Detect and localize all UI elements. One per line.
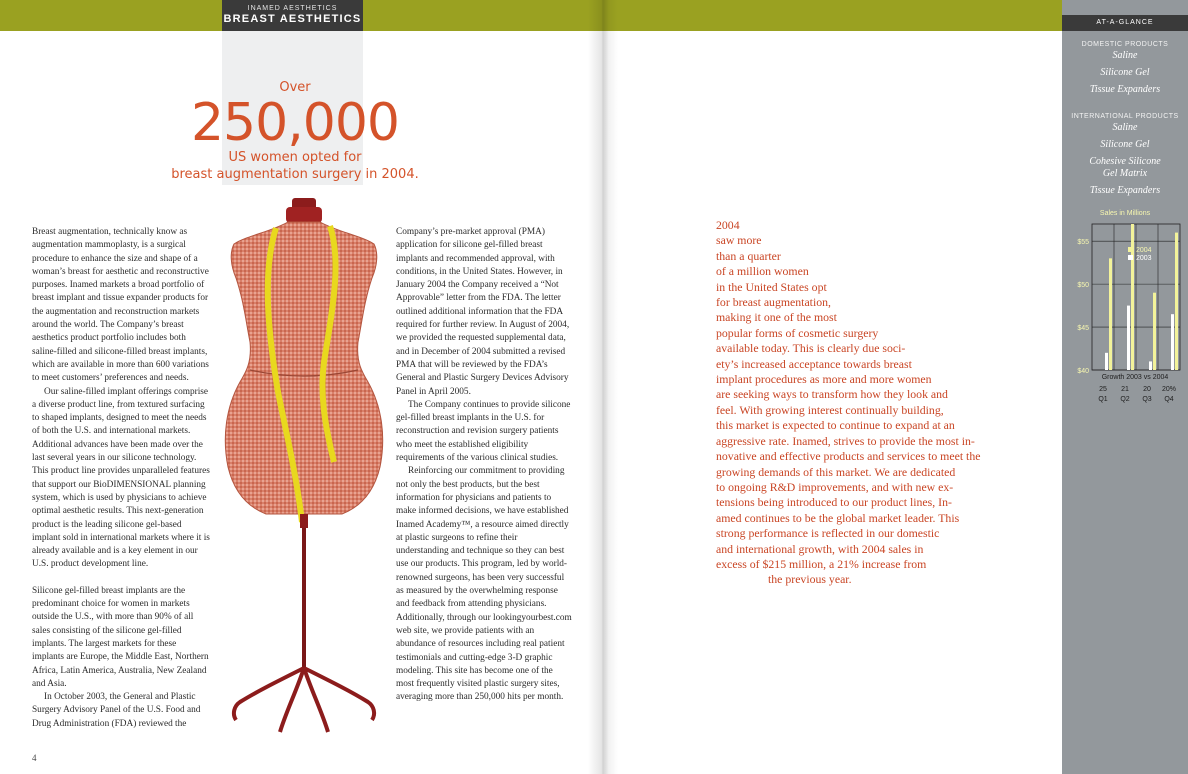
pull-quote — [716, 218, 1036, 588]
pull-quote-line: for breast augmentation, — [716, 295, 831, 310]
y-tick-label: $40 — [1077, 368, 1089, 375]
growth-value: 20% — [1161, 386, 1176, 393]
pull-quote-line: feel. With growing interest continually building, — [716, 402, 944, 417]
product-item: Saline — [1112, 50, 1138, 61]
pull-quote-line: aggressive rate. Inamed, strives to provide the most in- — [716, 433, 975, 448]
quarter-label: Q3 — [1142, 396, 1152, 403]
stand-pole — [302, 528, 306, 668]
growth-value: 25 — [1099, 386, 1107, 393]
bar-2003 — [1127, 306, 1130, 370]
paragraph: Breast augmentation, technically know as augmentation mammoplasty, is a surgical procedure to enhance the size and shape of a woman’s breast for aesthetic and reconstructive purposes. Inamed markets a broad portfolio of breast implant and tissue expander products for the augmentation and reconstruction markets around the world. The Company’s breast aesthetics product portfolio includes both saline-filled and silicone-filled breast implants, which are available in more than 600 variations to meet customers’ preferences and needs. — [32, 227, 209, 384]
growth-value: 21 — [1121, 386, 1129, 393]
y-tick-label: $50 — [1077, 282, 1089, 290]
pull-quote-line: than a quarter — [716, 248, 781, 263]
pull-quote-line: this market is expected to continue to expand at an — [716, 418, 955, 433]
top-color-bar-right — [594, 0, 1062, 31]
paragraph: In October 2003, the General and Plastic Surgery Advisory Panel of the U.S. Food and Drug Administration (FDA) reviewed the — [32, 692, 201, 729]
bar-2004 — [1109, 258, 1112, 370]
stand-collar — [300, 514, 308, 528]
quarter-labels — [1092, 396, 1180, 403]
product-item: Silicone Gel — [1100, 67, 1150, 78]
bar-2003 — [1105, 353, 1108, 370]
legend-swatch-2004 — [1128, 247, 1133, 252]
paragraph: Company’s pre-market approval (PMA) application for silicone gel-filled breast implants and recommended approval, with conditions, in the United States. However, in January 2004 the Company received a “Not Approvable” letter from the FDA. The letter outlined additional information that the FDA required for further review. In August of 2004, we provided the requested supplemental data, and in December of 2004 submitted a revised PMA that will be reviewed by the FDA’s General and Plastic Surgery Devices Advisory Panel in April 2005. — [396, 227, 570, 397]
pull-quote-line: saw more — [716, 233, 762, 248]
pull-quote-line: making it one of the most — [716, 310, 837, 325]
pull-quote-line: are seeking ways to transform how they look and — [716, 387, 948, 402]
page-spine-shadow — [588, 0, 618, 774]
pull-quote-line: implant procedures as more and more women — [716, 372, 932, 387]
quarter-label: Q1 — [1098, 396, 1108, 403]
headline — [150, 80, 440, 183]
finial-neck — [286, 207, 322, 223]
at-a-glance-sidebar — [1062, 0, 1188, 774]
section-tab-header — [222, 0, 363, 31]
headline-line-2: breast augmentation surgery in 2004. — [171, 167, 419, 182]
legend-label-2004: 2004 — [1136, 247, 1152, 254]
product-item: Cohesive Silicone Gel Matrix — [1089, 156, 1161, 179]
body-column-1 — [32, 226, 210, 731]
sales-chart — [1062, 210, 1188, 410]
headline-line-1: US women opted for — [228, 150, 362, 165]
section-title: BREAST AESTHETICS — [223, 13, 362, 25]
paragraph: Silicone gel-filled breast implants are the predominant choice for women in markets outside the U.S., with more than 90% of all sales consisting of the silicone gel-filled implants. The largest markets for these implants are Europe, the Middle East, Northern Africa, Latin America, Australia, New Zealand and Asia. — [32, 585, 209, 689]
pull-quote-line: 2004 — [716, 218, 740, 232]
pull-quote-line: popular forms of cosmetic surgery — [716, 325, 879, 340]
y-tick-label: $55 — [1077, 239, 1089, 247]
product-item: Silicone Gel — [1100, 139, 1150, 150]
page-number-left: 4 — [32, 753, 37, 763]
bar-2003 — [1171, 314, 1174, 370]
bar-2004 — [1175, 233, 1178, 370]
domestic-products — [1062, 40, 1188, 101]
body-column-2 — [396, 226, 572, 705]
torso — [225, 222, 382, 514]
pull-quote-line: novative and effective products and services to meet the — [716, 449, 981, 464]
bar-2004 — [1153, 293, 1156, 370]
product-item: Tissue Expanders — [1089, 84, 1161, 95]
bar-2003 — [1149, 361, 1152, 370]
domestic-products-heading: DOMESTIC PRODUCTS — [1081, 41, 1169, 48]
headline-over: Over — [279, 80, 311, 95]
pull-quote-line: to ongoing R&D improvements, and with new ex- — [716, 479, 954, 494]
sidebar-title: AT-A-GLANCE — [1096, 19, 1154, 26]
bar-2004 — [1131, 224, 1134, 370]
growth-title: Growth 2003 vs 2004 — [1101, 374, 1169, 381]
section-kicker: INAMED AESTHETICS — [247, 5, 338, 12]
pull-quote-line: excess of $215 million, a 21% increase from — [716, 556, 927, 571]
product-item: Saline — [1112, 122, 1138, 133]
pull-quote-line: the previous year. — [768, 572, 852, 587]
pull-quote-line: and international growth, with 2004 sales in — [716, 541, 924, 556]
y-tick-label: $45 — [1077, 325, 1089, 333]
paragraph: Reinforcing our commitment to providing not only the best products, but the best information for physicians and patients to make informed decisions, we have established Inamed Academy™, a resource aimed directly at plastic surgeons to refine their understanding and technique so they can best use our products. This program, led by world-renowned surgeons, has been very successful as measured by the overwhelming response and feedback from attending physicians. Additionally, through our lookingyourbest.com web site, we provide patients with an abundance of resources including real patient testimonials and cutting-edge 3-D graphic modeling. This site has become one of the most frequently visited plastic surgery sites, averaging more than 250,000 hits per month. — [396, 466, 572, 703]
pull-quote-line: growing demands of this market. We are dedicated — [716, 464, 956, 479]
pull-quote-line: ety’s increased acceptance towards breast — [716, 356, 912, 371]
growth-value: 20 — [1143, 386, 1151, 393]
chart-title: Sales in Millions — [1099, 210, 1151, 217]
quarter-label: Q4 — [1164, 396, 1174, 403]
international-products — [1062, 112, 1188, 202]
pull-quote-line: available today. This is clearly due soci- — [716, 341, 906, 356]
pull-quote-line: of a million women — [716, 264, 809, 279]
growth-values — [1092, 386, 1180, 393]
legend-label-2003: 2003 — [1136, 255, 1152, 262]
dress-form-image — [206, 192, 402, 757]
pull-quote-line: strong performance is reflected in our domestic — [716, 526, 940, 541]
quarter-label: Q2 — [1120, 396, 1130, 403]
legend-swatch-2003 — [1128, 255, 1133, 260]
pull-quote-line: tensions being introduced to our product lines, In- — [716, 495, 952, 510]
sidebar-header — [1062, 15, 1188, 31]
paragraph: Our saline-filled implant offerings comprise a diverse product line, from textured surfacing to shaped implants, designed to meet the needs of both the U.S. and international markets. Additional advances have been made over the last several years in our silicone technology. This product line provides unparalleled features that support our BioDIMENSIONAL planning system, which is used by physicians to achieve optimal aesthetic results. This next-generation product is the leading silicone gel-based implant sold in international markets where it is already available and is a key element in our U.S. product development line. — [32, 386, 210, 570]
pull-quote-line: amed continues to be the global market leader. This — [716, 510, 960, 525]
paragraph: The Company continues to provide silicone gel-filled breast implants in the U.S. for reconstruction and revision surgery patients who meet the established eligibility requirements of the various clinical studies. — [396, 399, 571, 464]
product-item: Tissue Expanders — [1089, 185, 1161, 196]
headline-number: 250,000 — [190, 93, 400, 153]
international-products-heading: INTERNATIONAL PRODUCTS — [1071, 113, 1179, 120]
pull-quote-line: in the United States opt — [716, 279, 827, 294]
